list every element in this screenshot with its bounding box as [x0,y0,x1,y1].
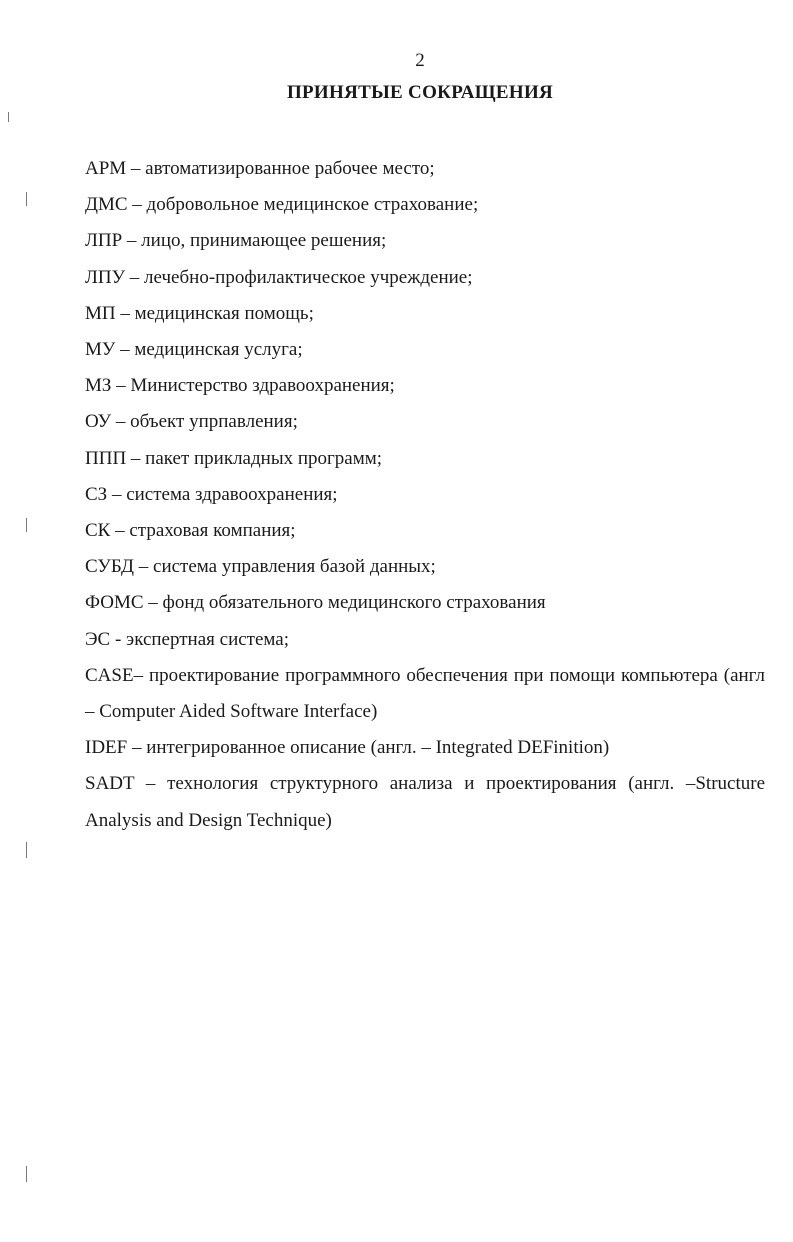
abbreviation-item-lpr: ЛПР – лицо, принимающее решения; [85,230,387,252]
abbreviation-item-sk: СК – страховая компания; [85,520,296,542]
page-number: 2 [415,50,425,71]
abbreviation-item-mp: МП – медицинская помощь; [85,302,314,324]
abbreviation-item-lpu: ЛПУ – лечебно-профилактическое учреждение; [85,266,473,288]
scan-mark [26,192,27,206]
abbreviation-item-arm: АРМ – автоматизированное рабочее место; [85,158,435,179]
abbreviation-item-subd: СУБД – система управления базой данных; [85,556,436,578]
abbreviation-item-ou: ОУ – объект упрпавления; [85,411,298,433]
abbreviation-item-mu: МУ – медицинская услуга; [85,339,303,361]
abbreviation-item-foms: ФОМС – фонд обязательного медицинского страхования [85,592,546,614]
page-title: ПРИНЯТЫЕ СОКРАЩЕНИЯ [286,82,554,103]
scan-mark [26,518,27,532]
scan-mark [26,842,27,858]
scan-mark [26,1166,27,1182]
scan-mark [8,112,9,122]
abbreviation-list [85,151,765,839]
abbreviation-item-sz: СЗ – система здравоохранения; [85,483,338,505]
abbreviation-item-sadt: SADT – технология структурного анализа и проектирования (англ. –Structure Analysis and Design Technique) [85,773,765,831]
abbreviation-item-case: CASE– проектирование программного обеспечения при помощи компьютера (англ – Computer Aided Software Interface) [85,664,765,723]
abbreviation-item-mz: МЗ – Министерство здравоохранения; [85,375,395,397]
abbreviation-item-dms: ДМС – добровольное медицинское страхование; [85,194,479,216]
abbreviation-item-ppp: ППП – пакет прикладных программ; [85,447,383,469]
abbreviation-item-idef: IDEF – интегрированное описание (англ. – Integrated DEFinition) [85,737,610,759]
abbreviation-item-es: ЭС - экспертная система; [85,628,290,650]
